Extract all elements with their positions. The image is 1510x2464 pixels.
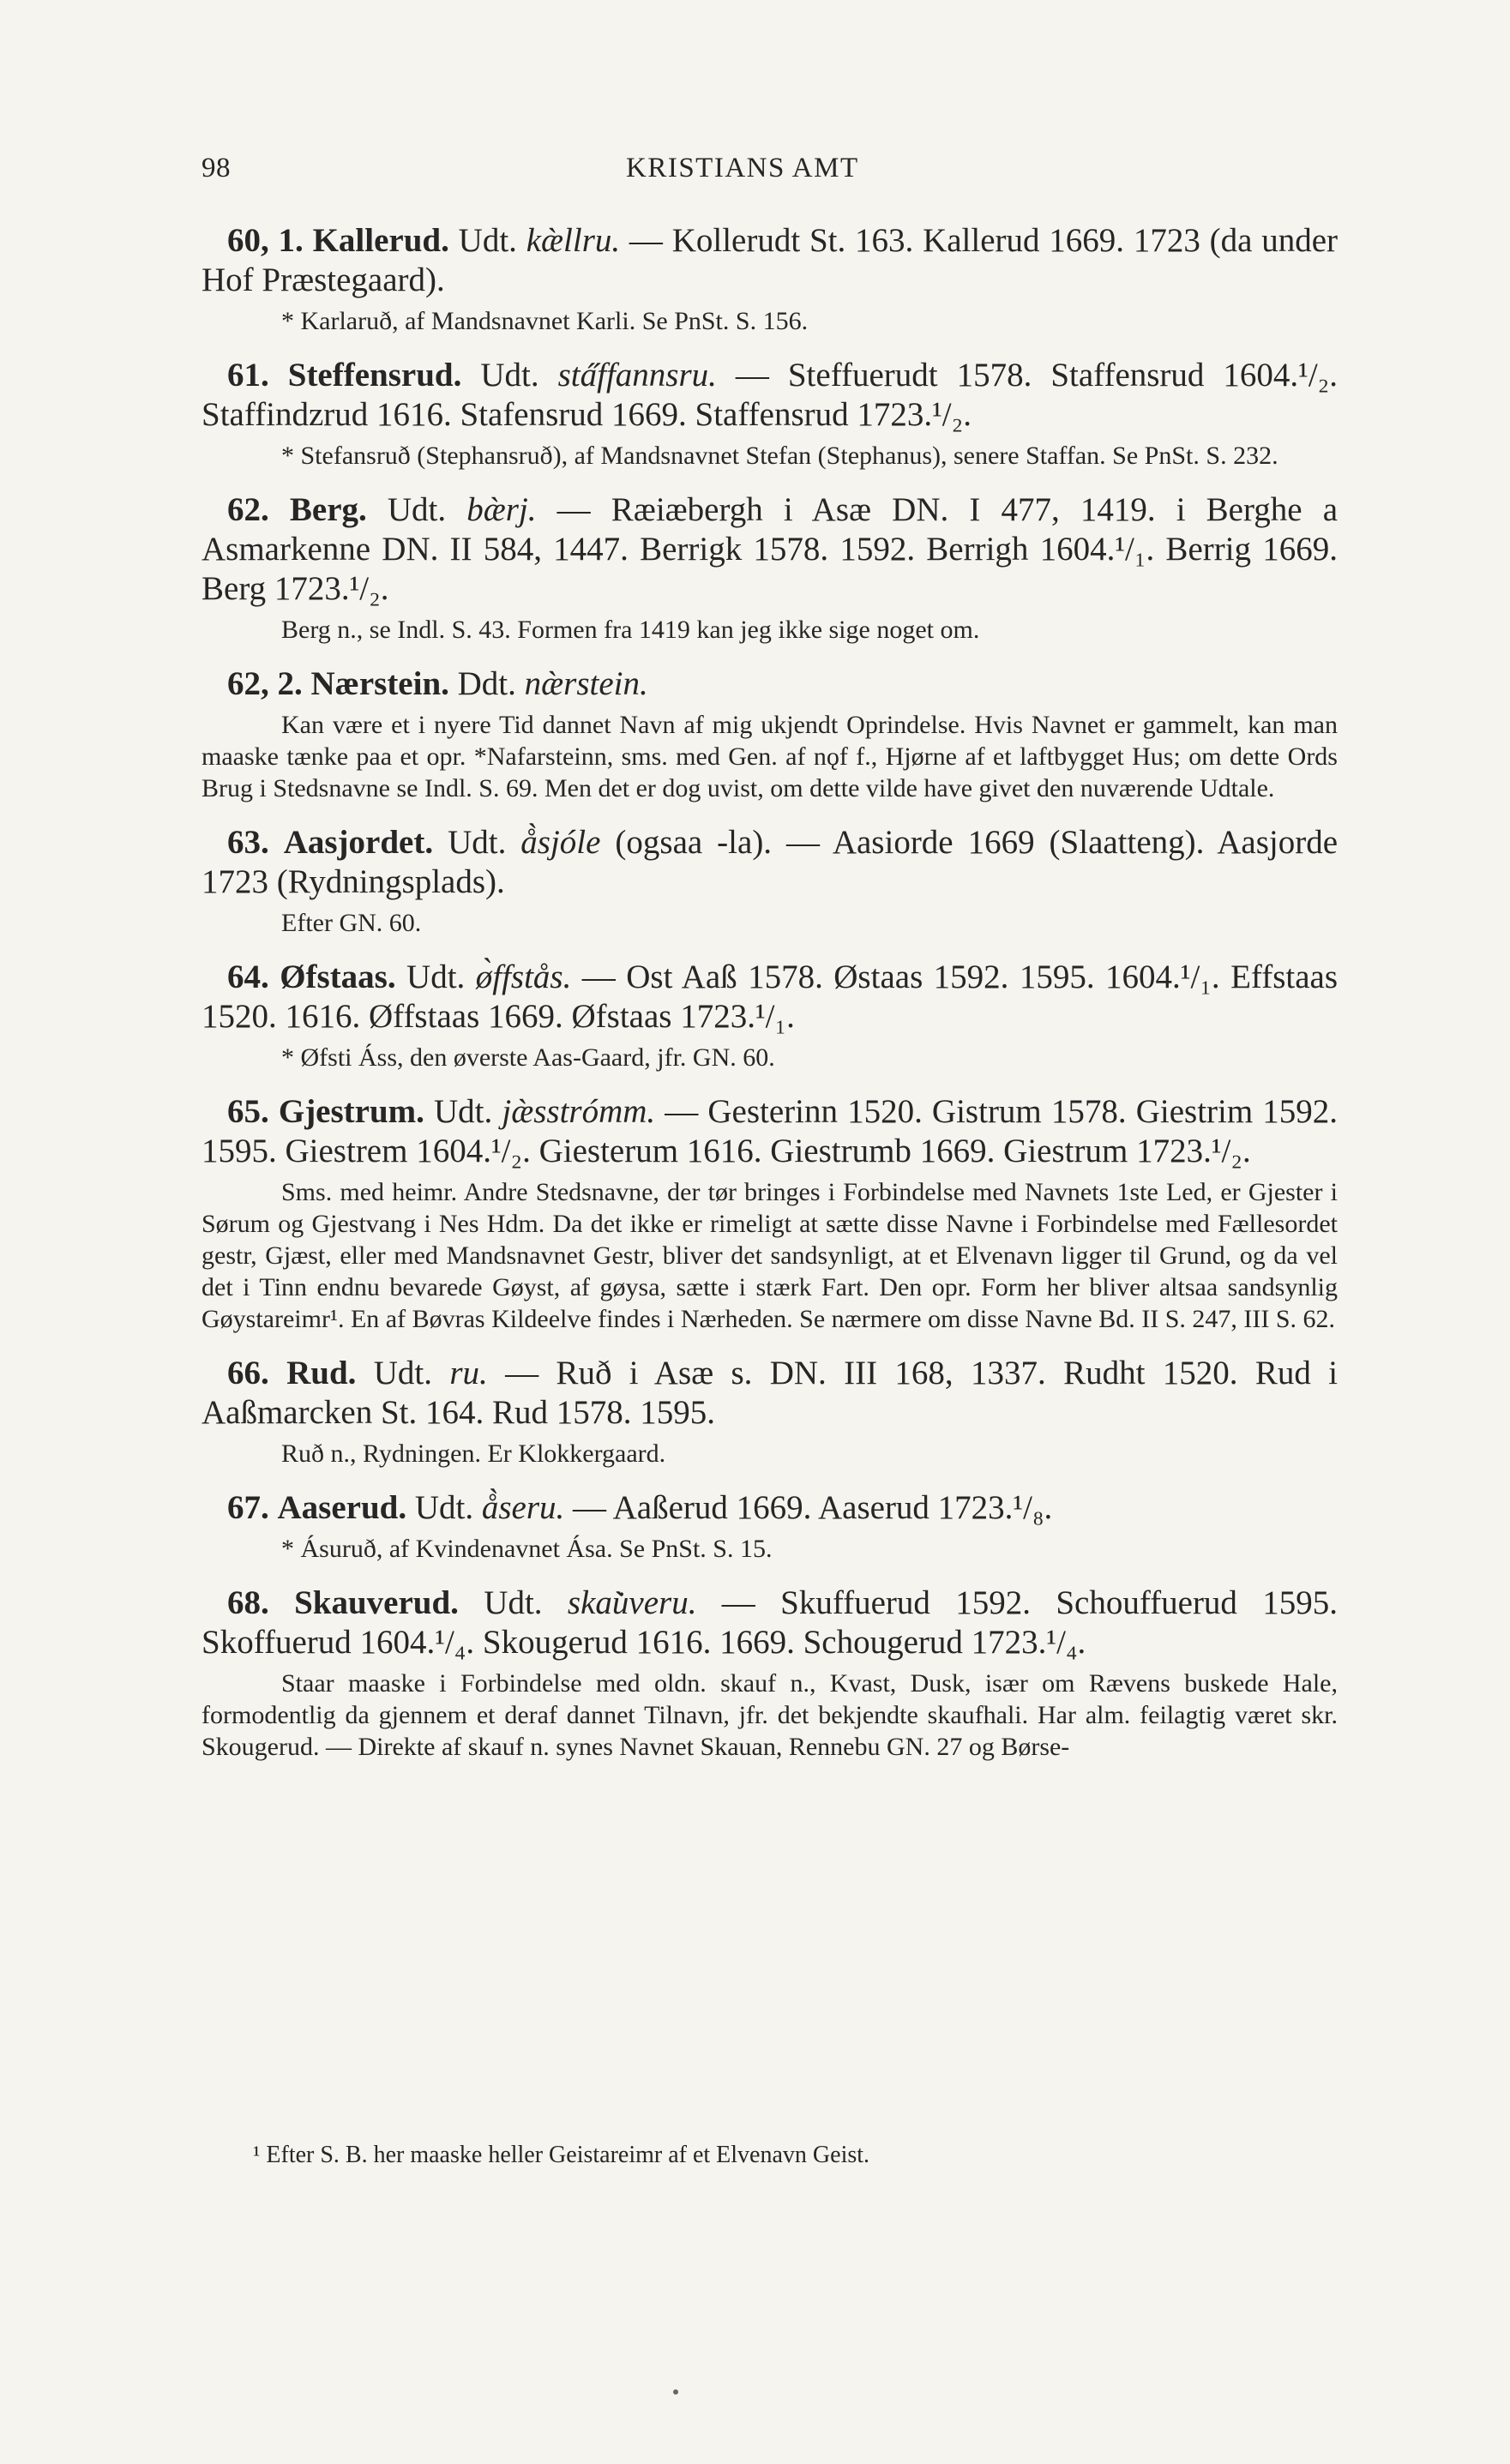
page xyxy=(202,153,1338,1763)
entry-heading xyxy=(202,1584,1338,1662)
entry-note: * Karlaruð, af Mandsnavnet Karli. Se PnSt. S. 156. xyxy=(281,307,809,335)
entry-pronunciation: næ̀rstein. xyxy=(524,665,648,702)
entry-number: 62, 2. xyxy=(227,665,303,702)
entry-udt: Udt. xyxy=(387,491,447,528)
page-header xyxy=(202,153,1338,202)
entry-heading xyxy=(202,221,1338,300)
entry xyxy=(202,1488,1338,1565)
footnote: ¹ Efter S. B. her maaske heller Geistareimr af et Elvenavn Geist. xyxy=(253,2142,870,2168)
entry xyxy=(202,1354,1338,1469)
entry-note: * Ásuruð, af Kvindenavnet Ása. Se PnSt. S. 15. xyxy=(281,1535,773,1563)
entry-note: * Øfsti Áss, den øverste Aas-Gaard, jfr. GN. 60. xyxy=(281,1043,775,1072)
entry-name: Gjestrum. xyxy=(278,1093,424,1130)
entry-note: Efter GN. 60. xyxy=(281,909,422,937)
entry xyxy=(202,1092,1338,1335)
entries-list xyxy=(202,221,1338,1763)
entry-text: — Ræiæbergh i Asæ DN. I 477, 1419. i Berghe a Asmarkenne DN. II 584, 1447. Berrigk 1578. 1592. Berrigh 1604.¹/₁. Berrig 1669. Berg 1723.¹/₂. xyxy=(202,491,1339,607)
entry-text: — Skuffuerud 1592. Schouffuerud 1595. Skoffuerud 1604.¹/₄. Skougerud 1616. 1669. Schougerud 1723.¹/₄. xyxy=(202,1584,1339,1661)
entry-pronunciation: sta̋ffannsru. xyxy=(557,357,717,394)
entry-text: — Steffuerudt 1578. Staffensrud 1604.¹/₂. Staffindzrud 1616. Stafensrud 1669. Staffensrud 1723.¹/₂. xyxy=(202,357,1339,433)
entry-name: Kallerud. xyxy=(312,222,449,259)
entry-number: 66. xyxy=(227,1355,269,1391)
entry-number: 67. xyxy=(227,1489,269,1526)
entry-heading xyxy=(202,356,1338,435)
running-title: KRISTIANS AMT xyxy=(626,153,859,183)
entry xyxy=(202,356,1338,472)
entry-udt: Udt. xyxy=(448,824,507,861)
entry-pronunciation: skau̇̀veru. xyxy=(567,1584,697,1621)
entry-note: Ruð n., Rydningen. Er Klokkergaard. xyxy=(281,1439,666,1468)
entry-number: 61. xyxy=(227,357,269,394)
entry-udt: Udt. xyxy=(434,1093,493,1130)
entry-udt: Udt. xyxy=(458,222,517,259)
entry-name: Steffensrud. xyxy=(287,357,462,394)
entry-heading xyxy=(202,958,1338,1037)
entry-udt: Udt. xyxy=(480,357,539,394)
entry-note: Staar maaske i Forbindelse med oldn. skauf n., Kvast, Dusk, især om Rævens buskede Hale, formodentlig da gjennem et deraf dannet Tilnavn, jfr. det bekjendte skaufhali. Har alm. feilagtig været skr. Skougerud. — Direkte af skauf n. synes Navnet Skauan, Rennebu GN. 27 og Børse- xyxy=(202,1669,1338,1761)
entry-text: — Kollerudt St. 163. Kallerud 1669. 1723 (da under Hof Præstegaard). xyxy=(202,222,1339,298)
entry xyxy=(202,221,1338,337)
entry-number: 63. xyxy=(227,824,269,861)
entry-pronunciation: bæ̀rj. xyxy=(466,491,537,528)
entry-name: Aasjordet. xyxy=(283,824,434,861)
entry-pronunciation: å̀seru. xyxy=(481,1489,565,1526)
entry xyxy=(202,823,1338,939)
entry-udt: Udt. xyxy=(373,1355,432,1391)
entry-name: Aaserud. xyxy=(277,1489,407,1526)
entry-udt: Ddt. xyxy=(457,665,516,702)
entry xyxy=(202,664,1338,804)
entry-text: — Aaßerud 1669. Aaserud 1723.¹/₈. xyxy=(564,1489,1053,1526)
entry-name: Rud. xyxy=(286,1355,357,1391)
entry-heading xyxy=(202,823,1338,902)
entry-pronunciation: ø̀ffstås. xyxy=(475,959,572,995)
entry-heading xyxy=(202,1092,1338,1171)
page-number: 98 xyxy=(202,153,231,183)
entry-udt: Udt. xyxy=(406,959,466,995)
entry-number: 62. xyxy=(227,491,269,528)
entry-udt: Udt. xyxy=(484,1584,543,1621)
entry xyxy=(202,490,1338,646)
entry-note: Sms. med heimr. Andre Stedsnavne, der tør bringes i Forbindelse med Navnets 1ste Led, er Gjester i Sørum og Gjestvang i Nes Hdm. Da det ikke er rimeligt at sætte disse Navne i Forbindelse med Fællesordet gestr, Gjæst, eller med Mandsnavnet Gestr, bliver det sandsynligt, at et Elvenavn ligger til Grund, og da vel det i Tinn endnu bevarede Gøyst, af gøysa, sætte i stærk Fart. Den opr. Form her bliver altsaa sandsynlig Gøystareimr¹. En af Bøvras Kildeelve findes i Nærheden. Se nærmere om disse Navne Bd. II S. 247, III S. 62. xyxy=(202,1178,1338,1333)
entry-name: Berg. xyxy=(289,491,367,528)
entry-pronunciation: kæ̀llru. xyxy=(526,222,621,259)
entry-number: 68. xyxy=(227,1584,269,1621)
entry-note: * Stefansruð (Stephansruð), af Mandsnavnet Stefan (Stephanus), senere Staffan. Se PnSt. S. 232. xyxy=(281,442,1278,470)
entry xyxy=(202,1584,1338,1763)
entry-text: — Gesterinn 1520. Gistrum 1578. Giestrim 1592. 1595. Giestrem 1604.¹/₂. Giesterum 1616. Giestrumb 1669. Giestrum 1723.¹/₂. xyxy=(202,1093,1339,1169)
entry-pronunciation: jæ̀sstrómm. xyxy=(502,1093,656,1130)
page-dot xyxy=(673,2389,678,2395)
entry-heading xyxy=(202,1488,1338,1528)
entry xyxy=(202,958,1338,1073)
entry-name: Nærstein. xyxy=(310,665,449,702)
entry-note: Kan være et i nyere Tid dannet Navn af mig ukjendt Oprindelse. Hvis Navnet er gammelt, kan man maaske tænke paa et opr. *Nafarsteinn, sms. med Gen. af nǫf f., Hjørne af et laftbygget Hus; om dette Ords Brug i Stedsnavne se Indl. S. 69. Men det er dog uvist, om dette vilde have givet den nuværende Udtale. xyxy=(202,711,1338,802)
entry-heading xyxy=(202,1354,1338,1433)
entry-name: Skauverud. xyxy=(294,1584,459,1621)
entry-text: (ogsaa -la). — Aasiorde 1669 (Slaatteng). Aasjorde 1723 (Rydningsplads). xyxy=(202,824,1338,900)
entry-heading xyxy=(202,490,1338,609)
entry-pronunciation: ru. xyxy=(449,1355,488,1391)
entry-pronunciation: å̀sjóle xyxy=(520,824,601,861)
entry-udt: Udt. xyxy=(414,1489,474,1526)
entry-name: Øfstaas. xyxy=(280,959,396,995)
entry-text: — Ost Aaß 1578. Østaas 1592. 1595. 1604.¹/₁. Effstaas 1520. 1616. Øffstaas 1669. Øfstaas 1723.¹/₁. xyxy=(202,959,1339,1035)
entry-number: 65. xyxy=(227,1093,269,1130)
entry-text: — Ruð i Asæ s. DN. III 168, 1337. Rudht 1520. Rud i Aaßmarcken St. 164. Rud 1578. 1595. xyxy=(202,1355,1339,1431)
entry-note: Berg n., se Indl. S. 43. Formen fra 1419 kan jeg ikke sige noget om. xyxy=(281,616,980,644)
entry-heading xyxy=(202,664,1338,704)
entry-number: 64. xyxy=(227,959,269,995)
entry-number: 60, 1. xyxy=(227,222,304,259)
